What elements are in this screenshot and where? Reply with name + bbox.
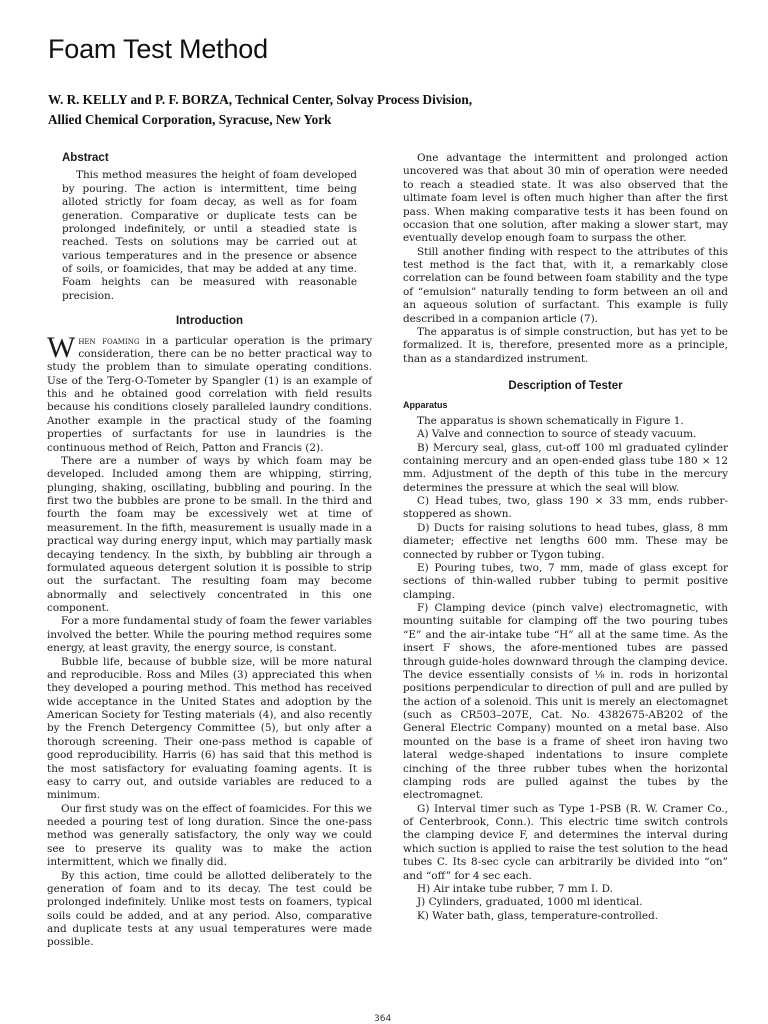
intro-paragraph-5: Our first study was on the effect of foamicides. For this we needed a pouring test of long duration. Since the one-pass method was generally satisfactory, the only way we could see to preserve its quality was to make the action intermittent, which we finally did. [47, 802, 372, 869]
intro-lead-smallcaps: hen foaming [78, 334, 140, 347]
abstract-text: This method measures the height of foam developed by pouring. The action is intermittent, time being alloted strictly for foam decay, as well as for foam generation. Comparative or duplicate tests can be prolonged indefinitely, or until a steadied state is reached. Tests on solutions may be carried out at various temperatures and in the presence or absence of soils, or foamicides, that may be added at any time. Foam heights can be measured with reasonable precision. [62, 169, 357, 302]
right-paragraph-3: The apparatus is of simple construction, but has yet to be formalized. It is, therefore, presented more as a principle, than as a standardized instrument. [403, 325, 728, 365]
author-line-1: W. R. KELLY and P. F. BORZA, Technical Center, Solvay Process Division, [48, 92, 473, 107]
article-title: Foam Test Method [48, 34, 268, 64]
apparatus-item-b: B) Mercury seal, glass, cut-off 100 ml graduated cylinder containing mercury and an open-ended glass tube 180 × 12 mm. Adjustment of the depth of this tube in the mercury determines the pressure at which the seal will blow. [403, 441, 728, 494]
right-paragraph-2: Still another finding with respect to the attributes of this test method is the fact that, with it, a remarkably close correlation can be found between foam stability and the type of “emulsion” naturally tending to form between an oil and an aqueous solution of surfactant. This example is fully described in a companion article (7). [403, 245, 728, 325]
author-block [48, 90, 738, 130]
apparatus-item-c: C) Head tubes, two, glass 190 × 33 mm, ends rubber-stoppered as shown. [403, 495, 728, 521]
apparatus-item-g: G) Interval timer such as Type 1-PSB (R. W. Cramer Co., of Centerbrook, Conn.). This electric time switch controls the clamping device F, and determines the interval during which suction is applied to raise the test solution to the head tubes C. Its 8-sec cycle can arbitrarily be divided into “on” and “off” for 4 sec each. [403, 802, 728, 882]
abstract-heading: Abstract [62, 152, 109, 164]
apparatus-item-d: D) Ducts for raising solutions to head tubes, glass, 8 mm diameter; effective net lengths 600 mm. These may be connected by rubber or Tygon tubing. [403, 521, 728, 561]
drop-cap: W [47, 330, 76, 364]
apparatus-item-f: F) Clamping device (pinch valve) electromagnetic, with mounting suitable for clamping off the two pouring tubes “E” and the air-intake tube “H” all at the same time. As the insert F shows, the afore-mentioned tubes are passed through guide-holes downward through the clamping device. The device essentially consists of ⅛ in. rods in horizontal positions perpendicular to direction of pull and are pulled by the action of a solenoid. This unit is merely an electomagnet (such as CR503–207E, Cat. No. 4382675-AB202 of the General Electric Company) mounted on a metal base. Also mounted on the base is a frame of sheet iron having two lateral wedge-shaped indentations to insure complete cinching of the three rubber tubes when the horizontal clamping rods are pulled against the tubes by the electromagnet. [403, 602, 728, 802]
left-column [47, 152, 372, 950]
intro-paragraph-3: For a more fundamental study of foam the fewer variables involved the better. While the pouring method requires some energy, at least gravity, the energy source, is constant. [47, 615, 372, 655]
intro-paragraph-1 [47, 330, 372, 455]
apparatus-item-e: E) Pouring tubes, two, 7 mm, made of glass except for sections of thin-walled rubber tubing to permit positive clamping. [403, 561, 728, 601]
apparatus-subheading: Apparatus [403, 400, 448, 411]
intro-paragraph-4: Bubble life, because of bubble size, will be more natural and reproducible. Ross and Miles (3) appreciated this when they developed a pouring method. This method has received wide acceptance in the United States and adoption by the American Society for Testing materials (4), and also recently by the French Detergency Committee (5), but only after a thorough screening. Their one-pass method is capable of good reproducibility. Harris (6) has said that this method is the most satisfactory for evaluating foaming agents. It is easy to carry out, and outside variables are reduced to a minimum. [47, 655, 372, 802]
intro-paragraph-1-text: in a particular operation is the primary consideration, there can be no better practical way to study the problem than to simulate operating conditions. Use of the Terg-O-Tometer by Spangler (1) is an example of this and he obtained good correlation with field results because his conditions closely paralleled laundry conditions. Another example in the practical study of the foaming properties of surfactants for use in laundries is the continuous method of Reich, Patton and Francis (2). [47, 334, 372, 454]
apparatus-item-j: J) Cylinders, graduated, 1000 ml identical. [417, 896, 643, 909]
right-column [403, 152, 728, 923]
description-heading: Description of Tester [508, 380, 623, 392]
apparatus-item-h: H) Air intake tube rubber, 7 mm I. D. [417, 882, 613, 895]
introduction-heading: Introduction [175, 315, 244, 328]
apparatus-item-a: A) Valve and connection to source of steady vacuum. [417, 428, 697, 441]
right-paragraph-1: One advantage the intermittent and prolonged action uncovered was that about 30 min of operation were needed to reach a steadied state. It was also observed that the ultimate foam level is often much higher than after the first pass. When making comparative tests it has been found on occasion that one solution, after making a slower start, may eventually develop enough foam to surpass the other. [403, 152, 728, 245]
page-number: 364 [374, 1014, 392, 1024]
intro-paragraph-6: By this action, time could be allotted deliberately to the generation of foam and to its decay. The test could be prolonged indefinitely. Unlike most tests on foamers, typical soils could be added, and at any period. Also, comparative and duplicate tests at any usual temperatures were made possible. [47, 869, 372, 949]
apparatus-item-k: K) Water bath, glass, temperature-controlled. [417, 909, 659, 922]
apparatus-intro: The apparatus is shown schematically in Figure 1. [417, 414, 684, 427]
author-line-2: Allied Chemical Corporation, Syracuse, New York [48, 112, 332, 127]
intro-paragraph-2: There are a number of ways by which foam may be developed. Included among them are whipping, stirring, plunging, shaking, oscillating, bubbling and pouring. In the first two the bubbles are prone to be small. In the third and fourth the foam may be excessively wet at time of measurement. In the fifth, measurement is usually made in a practical way during energy input, which may partially mask decaying tendency. In the sixth, by bubbling air through a formulated aqueous detergent solution it is possible to strip out the surfactant. The resulting foam may become abnormally and selectively concentrated in this one component. [47, 454, 372, 614]
abstract-section [47, 152, 372, 303]
